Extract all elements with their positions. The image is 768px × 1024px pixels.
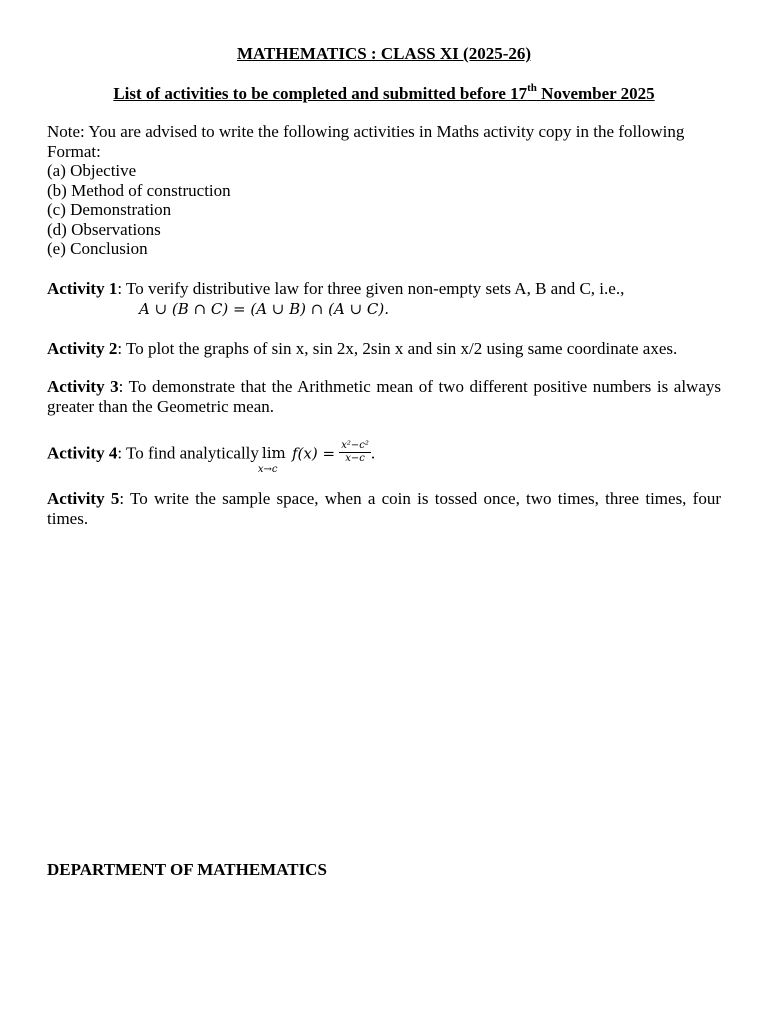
format-list [47,161,723,259]
activity-text: : To find analytically [117,443,259,463]
activity-label: Activity 5 [47,489,120,508]
function-expression: f(x) = [291,444,336,463]
format-item: (b) Method of construction [47,180,231,200]
document-subtitle [0,84,768,104]
activity-4 [47,440,721,476]
activity-text: : To write the sample space, when a coin is tossed once, two times, three times, four times. [47,489,721,528]
format-item: (d) Observations [47,219,161,239]
activity-1 [47,279,721,299]
activity-end: . [370,443,376,463]
limit-expression [257,443,286,476]
activity-label: Activity 2 [47,339,118,358]
limit-fraction [339,440,371,465]
activity-label: Activity 3 [47,377,119,396]
activity-text: : To verify distributive law for three given non-empty sets A, B and C, i.e., [117,279,625,298]
limit-subscript: x→c [257,464,278,476]
limit-operator: lim [261,444,286,463]
activity-3 [47,377,721,417]
activity-label: Activity 1 [47,279,118,298]
subtitle-text: List of activities to be completed and submitted before 17 [113,84,528,103]
distributive-law-formula: A ∪ (B ∩ C) = (A ∪ B) ∩ (A ∪ C). [139,300,390,318]
activity-text: : To plot the graphs of sin x, sin 2x, 2sin x and sin x/2 using same coordinate axes. [117,339,678,358]
activity-text: : To demonstrate that the Arithmetic mean of two different positive numbers is always greater than the Geometric mean. [47,377,721,416]
activity-2 [47,339,721,359]
note-paragraph: Note: You are advised to write the following activities in Maths activity copy in the following Format: [47,122,685,161]
fraction-numerator: x²−c² [341,440,369,451]
subtitle-superscript: th [527,82,537,95]
format-item: (e) Conclusion [47,239,148,259]
activity-5 [47,489,721,529]
subtitle-date: November 2025 [536,84,655,103]
document-title: MATHEMATICS : CLASS XI (2025-26) [236,44,532,63]
activity-label: Activity 4 [47,443,118,463]
format-item: (a) Objective [47,161,137,180]
format-item: (c) Demonstration [47,200,172,220]
department-signature: DEPARTMENT OF MATHEMATICS [47,860,327,879]
fraction-denominator: x−c [345,453,365,464]
